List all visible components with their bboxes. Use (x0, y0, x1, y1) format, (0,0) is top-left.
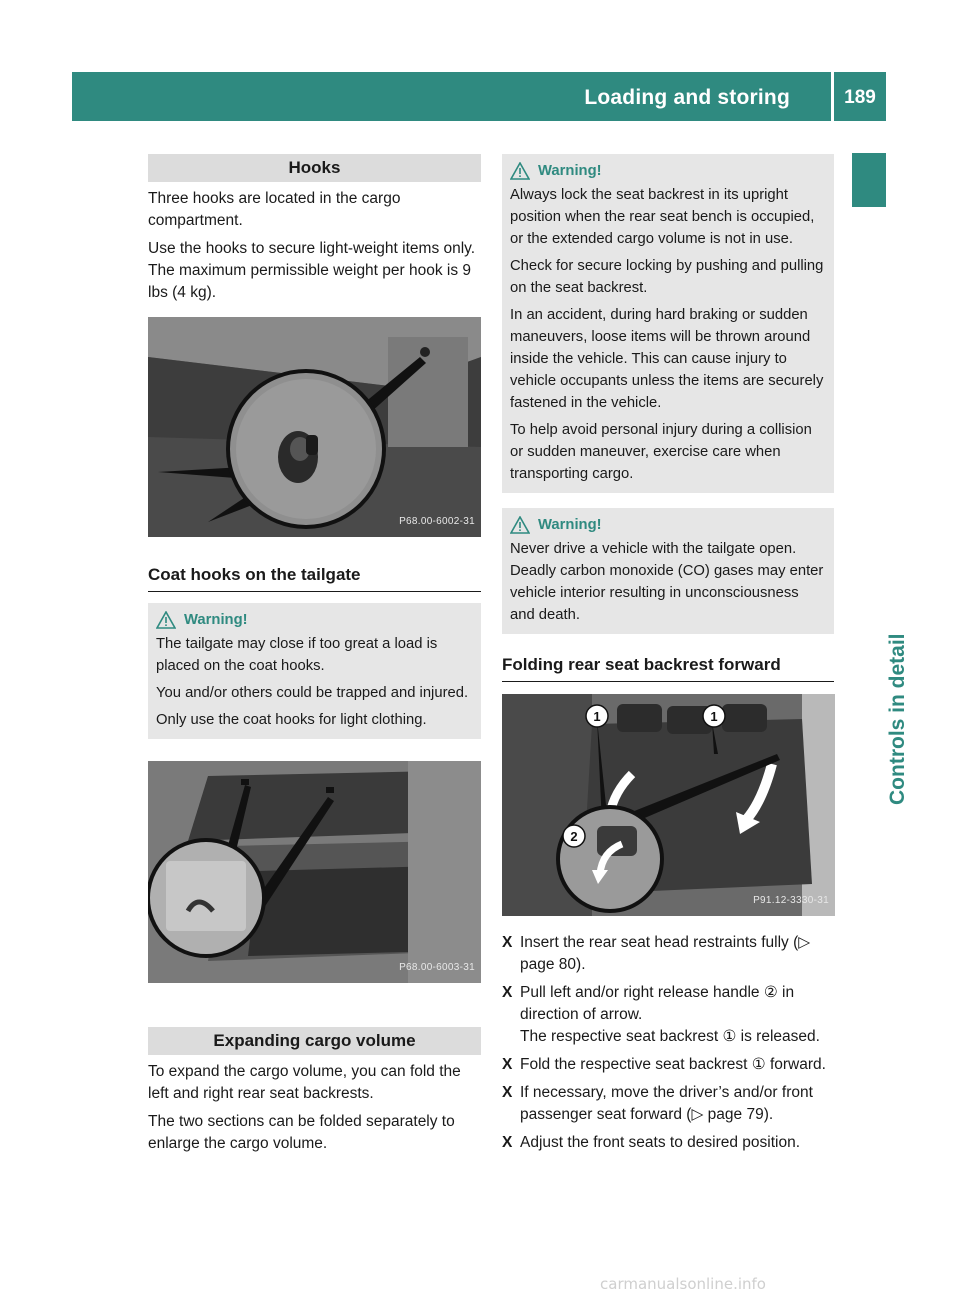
warning-line: You and/or others could be trapped and injured. (156, 685, 469, 701)
warning-title: Warning! (156, 609, 473, 631)
folding-steps (502, 932, 834, 1154)
photo-code: P91.12-3330-31 (753, 895, 829, 906)
warning-triangle-icon (510, 162, 530, 180)
hooks-para-1: Three hooks are located in the cargo compartment. (148, 190, 401, 229)
warning-line: Always lock the seat backrest in its upright position when the rear seat bench is occupied, or the extended cargo volume is not in use. (510, 187, 815, 247)
callout-1-label: 1 (593, 709, 601, 724)
warning-line: Only use the coat hooks for light clothing. (156, 712, 427, 728)
step-text: Adjust the front seats to desired position. (520, 1134, 801, 1151)
hooks-heading: Hooks (148, 154, 481, 182)
expanding-heading: Expanding cargo volume (148, 1027, 481, 1055)
step-item (502, 1054, 834, 1076)
warning-line: In an accident, during hard braking or sudden maneuvers, loose items will be thrown around inside the vehicle. This can cause injury to vehicle occupants unless the items are securely fastened in the vehicle. (510, 307, 824, 411)
step-item (502, 1132, 834, 1154)
page-number: 189 (844, 87, 876, 108)
tailgate-open-warning (502, 508, 834, 634)
callout-2-label: 2 (570, 829, 578, 844)
warning-title: Warning! (510, 514, 826, 536)
expanding-para-2: The two sections can be folded separately to enlarge the cargo volume. (148, 1113, 455, 1152)
coat-hooks-heading: Coat hooks on the tailgate (148, 564, 481, 592)
callout-1-label: 1 (710, 709, 718, 724)
photo-code: P68.00-6003-31 (399, 962, 475, 973)
expanding-para-1: To expand the cargo volume, you can fold the left and right rear seat backrests. (148, 1063, 461, 1102)
coat-hooks-warning (148, 603, 481, 739)
side-tab-marker (852, 153, 886, 207)
seat-backrest-warning (502, 154, 834, 493)
footer-watermark: carmanualsonline.info (600, 1275, 766, 1293)
hooks-para-2: Use the hooks to secure light-weight items only. The maximum permissible weight per hook is 9 lbs (4 kg). (148, 240, 476, 301)
photo-code: P68.00-6002-31 (399, 516, 475, 527)
warning-line: Never drive a vehicle with the tailgate open. Deadly carbon monoxide (CO) gases may enter vehicle interior resulting in unconsciousness and death. (510, 541, 824, 623)
warning-line: Check for secure locking by pushing and pulling on the seat backrest. (510, 258, 824, 296)
side-section-label (852, 215, 909, 805)
rear-seat-photo (502, 694, 835, 916)
warning-title: Warning! (510, 160, 826, 182)
tailgate-photo (148, 761, 481, 983)
warning-triangle-icon (156, 611, 176, 629)
step-text: Insert the rear seat head restraints fully (▷ page 80). (520, 934, 811, 973)
step-text: If necessary, move the driver’s and/or front passenger seat forward (▷ page 79). (520, 1084, 813, 1123)
warning-triangle-icon (510, 516, 530, 534)
side-label-text: Controls in detail (886, 633, 909, 805)
right-column (502, 154, 834, 1160)
step-marker: X (502, 1134, 513, 1151)
folding-heading: Folding rear seat backrest forward (502, 654, 834, 682)
step-item (502, 1082, 834, 1126)
step-marker: X (502, 984, 513, 1001)
step-marker: X (502, 934, 513, 951)
hooks-photo (148, 317, 481, 537)
step-marker: X (502, 1056, 513, 1073)
step-item (502, 982, 834, 1048)
step-item (502, 932, 834, 976)
step-result: The respective seat backrest ① is released. (520, 1028, 820, 1045)
page-header (72, 72, 886, 121)
step-text: Pull left and/or right release handle ② in direction of arrow. The respective seat backrest ① is released. (520, 984, 820, 1045)
left-column (148, 154, 481, 1161)
step-marker: X (502, 1084, 513, 1101)
header-title: Loading and storing (584, 86, 790, 109)
warning-line: To help avoid personal injury during a collision or sudden maneuver, exercise care when transporting cargo. (510, 422, 812, 482)
warning-line: The tailgate may close if too great a load is placed on the coat hooks. (156, 636, 438, 674)
step-text: Fold the respective seat backrest ① forward. (520, 1056, 826, 1073)
